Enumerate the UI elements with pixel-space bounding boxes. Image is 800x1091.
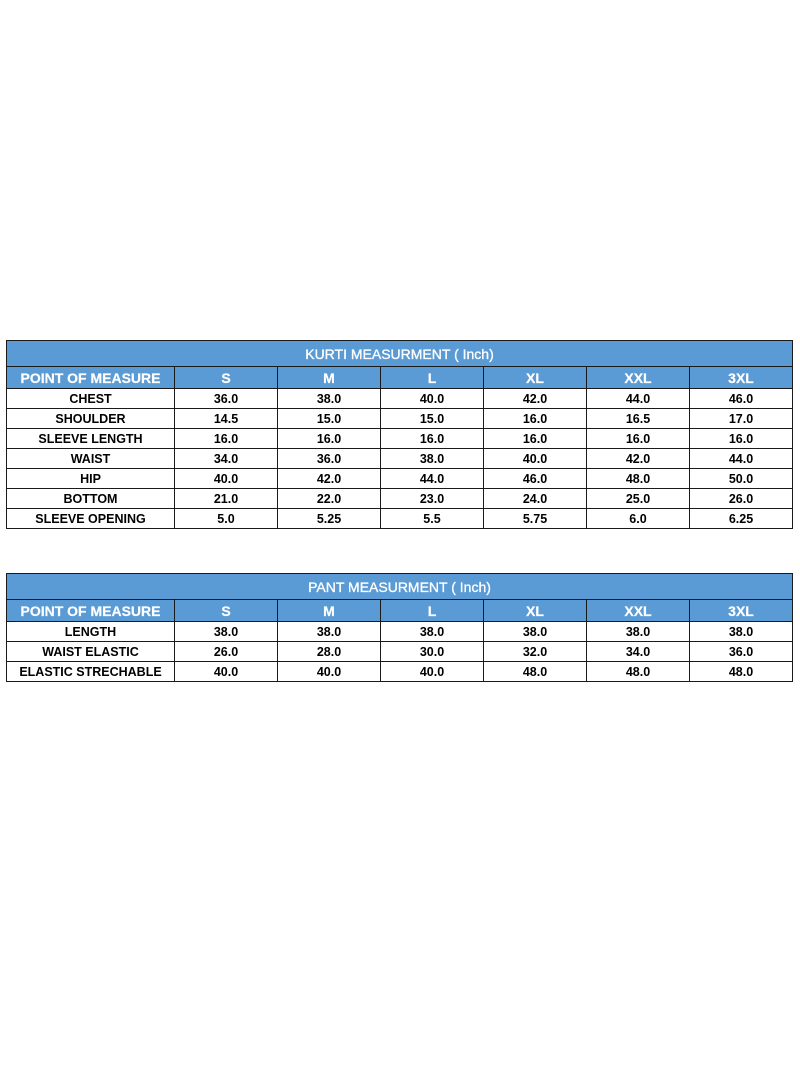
pant-header-size: XXL [587,600,690,622]
measure-value-cell: 36.0 [175,389,278,409]
measure-label-cell: LENGTH [7,622,175,642]
measure-value-cell: 40.0 [381,389,484,409]
measure-value-cell: 44.0 [690,449,793,469]
measure-value-cell: 38.0 [278,622,381,642]
measure-value-cell: 46.0 [484,469,587,489]
measure-value-cell: 5.25 [278,509,381,529]
measure-value-cell: 21.0 [175,489,278,509]
measure-value-cell: 38.0 [587,622,690,642]
measure-label-cell: SHOULDER [7,409,175,429]
table-row [7,409,793,429]
table-row [7,662,793,682]
table-row [7,489,793,509]
measure-value-cell: 34.0 [175,449,278,469]
pant-header-size: XL [484,600,587,622]
measure-value-cell: 44.0 [587,389,690,409]
measure-label-cell: WAIST [7,449,175,469]
measure-value-cell: 16.5 [587,409,690,429]
measure-label-cell: SLEEVE LENGTH [7,429,175,449]
measure-value-cell: 48.0 [484,662,587,682]
measure-value-cell: 46.0 [690,389,793,409]
kurti-header-size: XL [484,367,587,389]
table-row [7,642,793,662]
measure-value-cell: 48.0 [587,469,690,489]
measure-value-cell: 17.0 [690,409,793,429]
pant-title-row [7,574,793,600]
measure-value-cell: 38.0 [690,622,793,642]
measure-value-cell: 5.75 [484,509,587,529]
measure-value-cell: 38.0 [175,622,278,642]
measure-value-cell: 40.0 [381,662,484,682]
measure-value-cell: 5.5 [381,509,484,529]
measure-value-cell: 6.25 [690,509,793,529]
measure-value-cell: 23.0 [381,489,484,509]
measure-label-cell: BOTTOM [7,489,175,509]
measure-label-cell: SLEEVE OPENING [7,509,175,529]
measure-value-cell: 48.0 [587,662,690,682]
pant-table-body [7,622,793,682]
measure-value-cell: 42.0 [484,389,587,409]
kurti-table-body [7,389,793,529]
measure-value-cell: 16.0 [484,429,587,449]
measure-value-cell: 6.0 [587,509,690,529]
measure-value-cell: 38.0 [484,622,587,642]
measure-value-cell: 38.0 [381,622,484,642]
pant-measurement-table [6,573,793,682]
pant-table-title: PANT MEASURMENT ( Inch) [7,574,793,600]
measure-value-cell: 40.0 [278,662,381,682]
measure-value-cell: 44.0 [381,469,484,489]
kurti-header-size: S [175,367,278,389]
measure-value-cell: 5.0 [175,509,278,529]
kurti-header-point-of-measure: POINT OF MEASURE [7,367,175,389]
measure-value-cell: 15.0 [278,409,381,429]
measure-value-cell: 34.0 [587,642,690,662]
kurti-header-size: L [381,367,484,389]
measure-value-cell: 26.0 [175,642,278,662]
measure-value-cell: 38.0 [278,389,381,409]
measure-value-cell: 42.0 [587,449,690,469]
table-row [7,389,793,409]
measure-value-cell: 16.0 [278,429,381,449]
kurti-header-size: 3XL [690,367,793,389]
measure-label-cell: CHEST [7,389,175,409]
measure-value-cell: 42.0 [278,469,381,489]
measure-value-cell: 28.0 [278,642,381,662]
measure-value-cell: 16.0 [175,429,278,449]
measure-value-cell: 32.0 [484,642,587,662]
pant-header-row [7,600,793,622]
kurti-measurement-table [6,340,793,529]
measure-value-cell: 26.0 [690,489,793,509]
measure-value-cell: 36.0 [278,449,381,469]
measure-value-cell: 25.0 [587,489,690,509]
measure-value-cell: 40.0 [484,449,587,469]
measure-value-cell: 15.0 [381,409,484,429]
measure-value-cell: 14.5 [175,409,278,429]
kurti-header-size: XXL [587,367,690,389]
pant-header-size: S [175,600,278,622]
kurti-header-row [7,367,793,389]
pant-header-size: 3XL [690,600,793,622]
table-row [7,509,793,529]
measure-value-cell: 16.0 [381,429,484,449]
table-row [7,469,793,489]
measure-value-cell: 40.0 [175,662,278,682]
table-row [7,429,793,449]
table-row [7,449,793,469]
kurti-table-title: KURTI MEASURMENT ( Inch) [7,341,793,367]
measure-value-cell: 48.0 [690,662,793,682]
pant-header-point-of-measure: POINT OF MEASURE [7,600,175,622]
pant-header-size: M [278,600,381,622]
measure-value-cell: 16.0 [587,429,690,449]
measure-value-cell: 30.0 [381,642,484,662]
measure-value-cell: 16.0 [484,409,587,429]
table-row [7,622,793,642]
kurti-header-size: M [278,367,381,389]
measure-value-cell: 40.0 [175,469,278,489]
measure-value-cell: 50.0 [690,469,793,489]
measure-value-cell: 22.0 [278,489,381,509]
measure-value-cell: 24.0 [484,489,587,509]
measure-value-cell: 16.0 [690,429,793,449]
kurti-title-row [7,341,793,367]
measure-value-cell: 38.0 [381,449,484,469]
measure-label-cell: HIP [7,469,175,489]
measure-label-cell: WAIST ELASTIC [7,642,175,662]
measure-label-cell: ELASTIC STRECHABLE [7,662,175,682]
measure-value-cell: 36.0 [690,642,793,662]
pant-header-size: L [381,600,484,622]
